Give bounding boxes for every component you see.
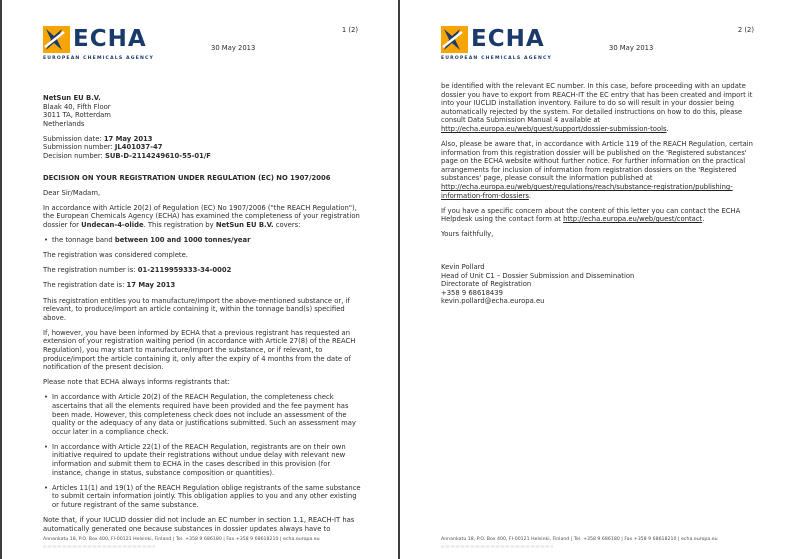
text-run: This registration entitles you to manufacture/import the above-mentioned substance or, if relevant, to produce/import an article containing it, within the tonnage band(s) specified above. [43,296,350,322]
recipient-address [43,94,361,128]
paragraph [441,207,757,224]
text-run: Netherlands [43,119,85,128]
text-run: NetSun EU B.V. [215,221,274,230]
text-run: covers: [273,221,301,230]
text-run: Undecan-4-olide [81,221,144,230]
text-run: Submission number: [43,143,115,152]
faint-print-stamp [441,545,553,548]
echa-wordmark: ECHA [471,26,545,52]
text-run: Note that, if your IUCLID dossier did not include an EC number in section 1.1, REACH-IT has automatically generated one because substances in dossier updates always have to [43,515,355,533]
page-footer: Annankatu 18, P.O. Box 400, FI-00121 Helsinki, Finland | Tel. +358 9 686180 | Fax +358 9 68618210 | echa.europa.eu [43,537,320,542]
text-run: Decision number: [43,152,105,161]
paragraph [43,189,361,198]
text-run: Also, please be aware that, in accordance with Article 119 of the REACH Regulation, certain information from this registration dossier will be published on the 'Registered substances' page on the ECHA website without further notice. For further information on the practical arrangements for inclusion of information from registration dossiers on the 'Registered substances' page, please consult the information published at [441,140,753,183]
paragraph [43,135,361,161]
bullet-item [43,484,361,510]
text-run: . This registration by [143,221,216,230]
text-run: kevin.pollard@echa.europa.eu [441,297,545,306]
echa-logo [441,26,552,61]
text-run: The registration was considered complete. [43,251,188,260]
text-run: . [528,191,532,200]
letter-date: 30 May 2013 [609,44,654,52]
text-line [441,263,757,272]
paragraph [43,297,361,323]
text-run: Please note that ECHA always informs registrants that: [43,378,230,387]
echa-tagline: EUROPEAN CHEMICALS AGENCY [441,56,552,61]
page-footer: Annankatu 18, P.O. Box 400, FI-00121 Helsinki, Finland | Tel. +358 9 686180 | Fax +358 9 68618210 | echa.europa.eu [441,537,718,542]
page-number: 2 (2) [737,26,754,34]
paragraph [43,281,361,290]
text-run: between 100 and 1000 tonnes/year [114,236,251,245]
text-run: In accordance with Article 22(1) of the REACH Regulation, registrants are on their own initiative required to update their registrations without undue delay with relevant new information and submit them to ECHA in the cases described in this provision (for instance, change in status, substance composition or quantities). [52,442,346,477]
echa-logo [43,26,154,61]
text-run: the tonnage band [52,236,115,245]
page-number: 1 (2) [341,26,358,34]
text-run: NetSun EU B.V. [43,94,101,102]
letter-date: 30 May 2013 [211,44,256,52]
text-run: 01-2119959333-34-0002 [137,266,232,275]
text-run: 17 May 2013 [126,281,176,290]
text-line [43,152,361,161]
text-run: DECISION ON YOUR REGISTRATION UNDER REGULATION (EC) NO 1907/2006 [43,173,331,182]
paragraph [43,378,361,387]
text-run: Submission date: [43,134,104,143]
paragraph [43,329,361,372]
paragraph [43,516,361,533]
letter-body [441,82,757,306]
echa-logo-icon [441,26,468,53]
signature-block [441,263,757,306]
hyperlink[interactable]: http://echa.europa.eu/web/guest/support/dossier-submission-tools [441,124,667,133]
text-run: 3011 TA, Rotterdam [43,111,111,120]
text-run: The registration date is: [43,281,127,290]
text-line [43,143,361,152]
text-run: 17 May 2013 [103,134,153,143]
letter-page-2 [398,0,794,559]
echa-logo-icon [43,26,70,53]
text-line [441,272,757,281]
text-line [441,280,757,289]
text-run: Yours faithfully, [441,230,494,239]
letter-body [43,94,361,533]
text-run: Kevin Pollard [441,263,485,271]
text-run: In accordance with Article 20(2) of Regulation (EC) No 1907/2006 ("the REACH Regulation"), the European Chemicals Agency (ECHA) has examined the completeness of your registration dossier for [43,203,360,230]
text-run: JL401037-47 [114,143,163,152]
text-line [441,289,757,298]
text-run: In accordance with Article 20(2) of the REACH Regulation, the completeness check ascertains that all the elements required have been provided and the fee payment has been made. However, this completeness check does not include an assessment of the quality or the adequacy of any data or justifications submitted. Such an assessment may occur later in a compliance check. [52,393,356,436]
text-run: Dear Sir/Madam, [43,188,101,197]
text-line [43,120,361,129]
paragraph [43,266,361,275]
text-line [43,111,361,120]
text-run: If you have a specific concern about the content of this letter you can contact the ECHA Helpdesk using the contact form at [441,206,741,224]
bullet-item [43,443,361,477]
paragraph [441,140,757,200]
text-run: Head of Unit C1 – Dossier Submission and Dissemination [441,271,635,280]
text-run: be identified with the relevant EC number. In this case, before proceeding with an update dossier you have to export from REACH-IT the EC entry that has been created and import it into your IUCLID installation inventory. Failure to do so will result in your dossier being automatically rejected by the system. For detailed instructions on how to do this, please consult Data Submission Manual 4 available at [441,82,753,125]
page-header [43,24,361,82]
text-run: Directorate of Registration [441,280,532,289]
paragraph [441,82,757,134]
letter-page-1 [2,0,398,559]
page-header [441,24,757,82]
hyperlink[interactable]: http://echa.europa.eu/web/guest/contact [563,215,703,224]
echa-tagline: EUROPEAN CHEMICALS AGENCY [43,56,154,61]
letter-heading [43,174,361,183]
paragraph [43,251,361,260]
hyperlink[interactable]: http://echa.europa.eu/web/guest/regulations/reach/substance-registration/publishing-information-from-dossiers [441,183,733,200]
text-run: Blaak 40, Fifth Floor [43,102,111,111]
text-line [43,135,361,144]
text-run: The registration number is: [43,266,138,275]
text-line [43,103,361,112]
text-run: SUB-D-2114249610-55-01/F [104,152,211,161]
text-line [43,94,361,103]
echa-wordmark: ECHA [73,26,147,52]
paragraph [441,230,757,239]
bullet-item [43,236,361,245]
text-run: Articles 11(1) and 19(1) of the REACH Regulation oblige registrants of the same substance to submit certain information jointly. This obligation applies to you and any other existing or future registrant of the same substance. [52,483,361,509]
text-run: +358 9 68618439 [441,288,503,297]
faint-print-stamp [43,545,155,548]
text-line [441,297,757,306]
text-run: If, however, you have been informed by ECHA that a previous registrant has requested an extension of your registration waiting period (in accordance with Article 27(8) of the REACH Regulation), you may start to manufacture/import the substance, or if relevant, to produce/import the article containing it, only after the expiry of 4 months from the date of notification of the present decision. [43,328,356,372]
text-run: . [702,215,705,224]
bullet-item [43,393,361,436]
paragraph [43,204,361,230]
text-run: . [666,124,669,133]
